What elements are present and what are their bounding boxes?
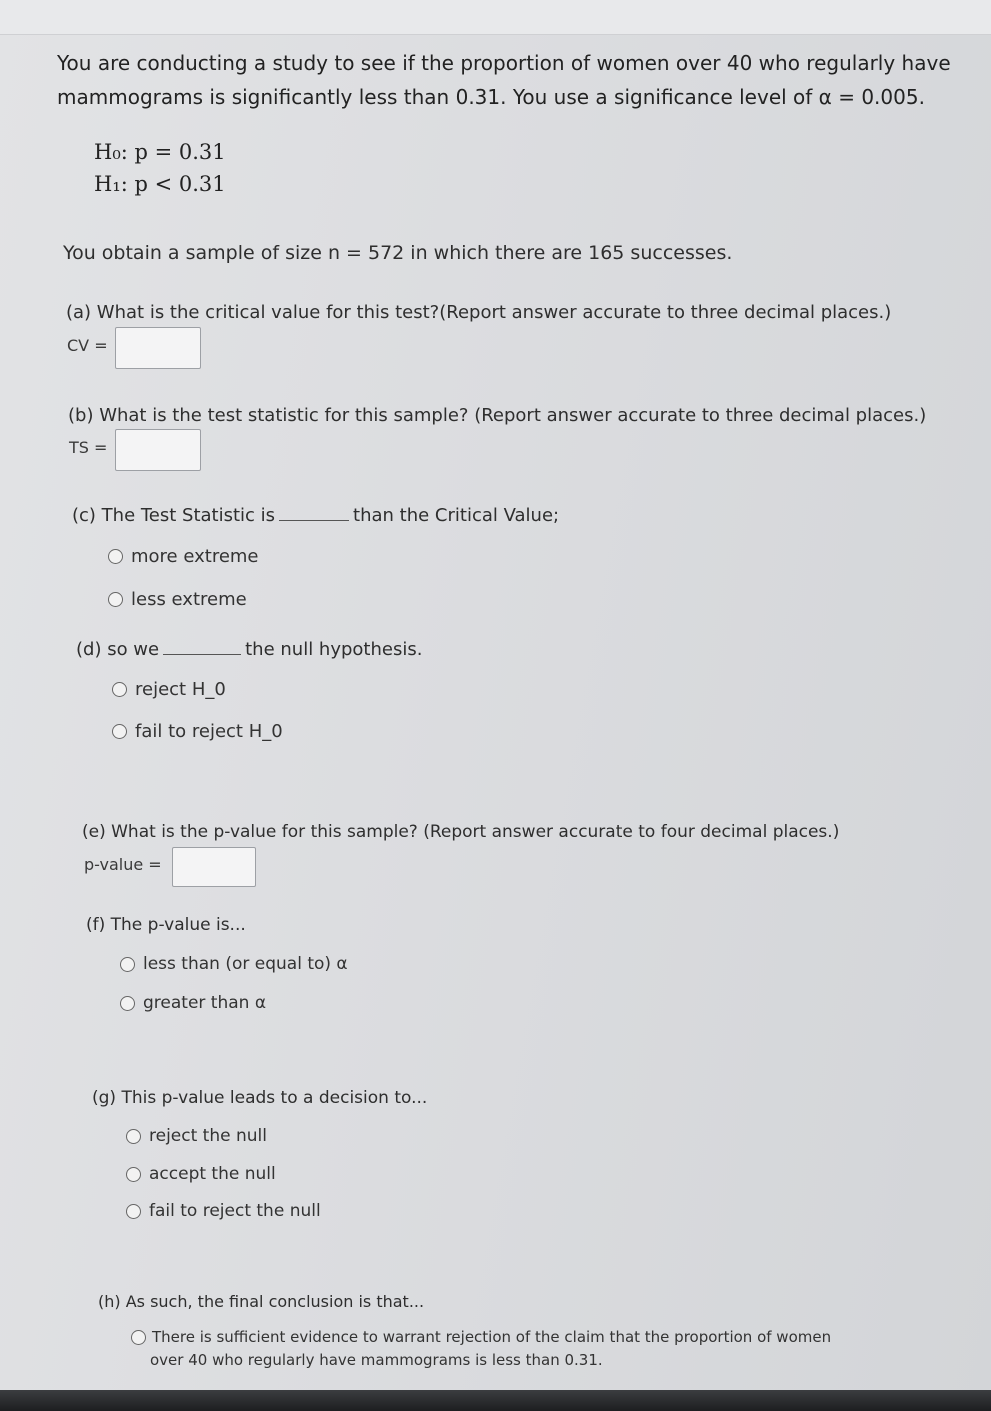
option-more-extreme[interactable]: more extreme (108, 546, 259, 567)
radio-reject-the-null[interactable] (126, 1129, 141, 1144)
alternative-hypothesis: H₁: p < 0.31 (94, 172, 226, 196)
part-d-blank (163, 654, 241, 655)
radio-less-than-alpha[interactable] (120, 957, 135, 972)
part-d-question (76, 639, 422, 660)
ts-input[interactable] (115, 429, 201, 471)
cv-input[interactable] (115, 327, 201, 369)
part-g-question: (g) This p-value leads to a decision to... (92, 1088, 428, 1108)
part-c-question (72, 505, 559, 526)
radio-reject-h0[interactable] (112, 682, 127, 697)
radio-sufficient-evidence[interactable] (131, 1330, 146, 1345)
part-h-question: (h) As such, the final conclusion is that... (98, 1292, 425, 1311)
radio-fail-to-reject-h0[interactable] (112, 724, 127, 739)
radio-fail-to-reject-the-null[interactable] (126, 1204, 141, 1219)
intro-line-1: You are conducting a study to see if the proportion of women over 40 who regularly have (57, 51, 951, 75)
screen-bottom-bezel (0, 1390, 991, 1411)
radio-accept-the-null[interactable] (126, 1167, 141, 1182)
intro-line-2: mammograms is significantly less than 0.31. You use a significance level of α = 0.005. (57, 85, 925, 109)
option-reject-h0[interactable]: reject H_0 (112, 679, 226, 700)
radio-greater-than-alpha[interactable] (120, 996, 135, 1011)
part-c-prefix: (c) The Test Statistic is (72, 505, 276, 526)
page-header-strip (0, 0, 991, 35)
part-a-question: (a) What is the critical value for this test?(Report answer accurate to three decimal places.) (66, 302, 892, 323)
cv-label: CV = (67, 336, 108, 355)
null-hypothesis: H₀: p = 0.31 (94, 140, 226, 164)
radio-less-extreme[interactable] (108, 592, 123, 607)
part-d-suffix: the null hypothesis. (245, 639, 423, 660)
radio-more-extreme[interactable] (108, 549, 123, 564)
part-b-question: (b) What is the test statistic for this sample? (Report answer accurate to three decimal places.) (68, 405, 927, 426)
p-value-input[interactable] (172, 847, 256, 887)
problem-intro (57, 46, 951, 114)
option-fail-to-reject-the-null[interactable]: fail to reject the null (126, 1201, 321, 1221)
option-sufficient-evidence[interactable]: There is sufficient evidence to warrant rejection of the claim that the proportion of women over 40 who regularly have mammograms is less than 0.31. (131, 1326, 831, 1372)
part-e-question: (e) What is the p-value for this sample? (Report answer accurate to four decimal places.) (82, 822, 840, 842)
part-c-suffix: than the Critical Value; (353, 505, 560, 526)
part-c-blank (279, 520, 349, 521)
part-f-question: (f) The p-value is... (86, 915, 246, 935)
option-accept-the-null[interactable]: accept the null (126, 1164, 276, 1184)
sample-description: You obtain a sample of size n = 572 in which there are 165 successes. (63, 242, 733, 264)
option-less-extreme[interactable]: less extreme (108, 589, 247, 610)
ts-label: TS = (69, 438, 108, 457)
option-greater-than-alpha[interactable]: greater than α (120, 993, 266, 1013)
part-d-prefix: (d) so we (76, 639, 160, 660)
p-value-label: p-value = (84, 855, 162, 874)
option-reject-the-null[interactable]: reject the null (126, 1126, 267, 1146)
option-fail-to-reject-h0[interactable]: fail to reject H_0 (112, 721, 283, 742)
option-less-than-alpha[interactable]: less than (or equal to) α (120, 954, 348, 974)
